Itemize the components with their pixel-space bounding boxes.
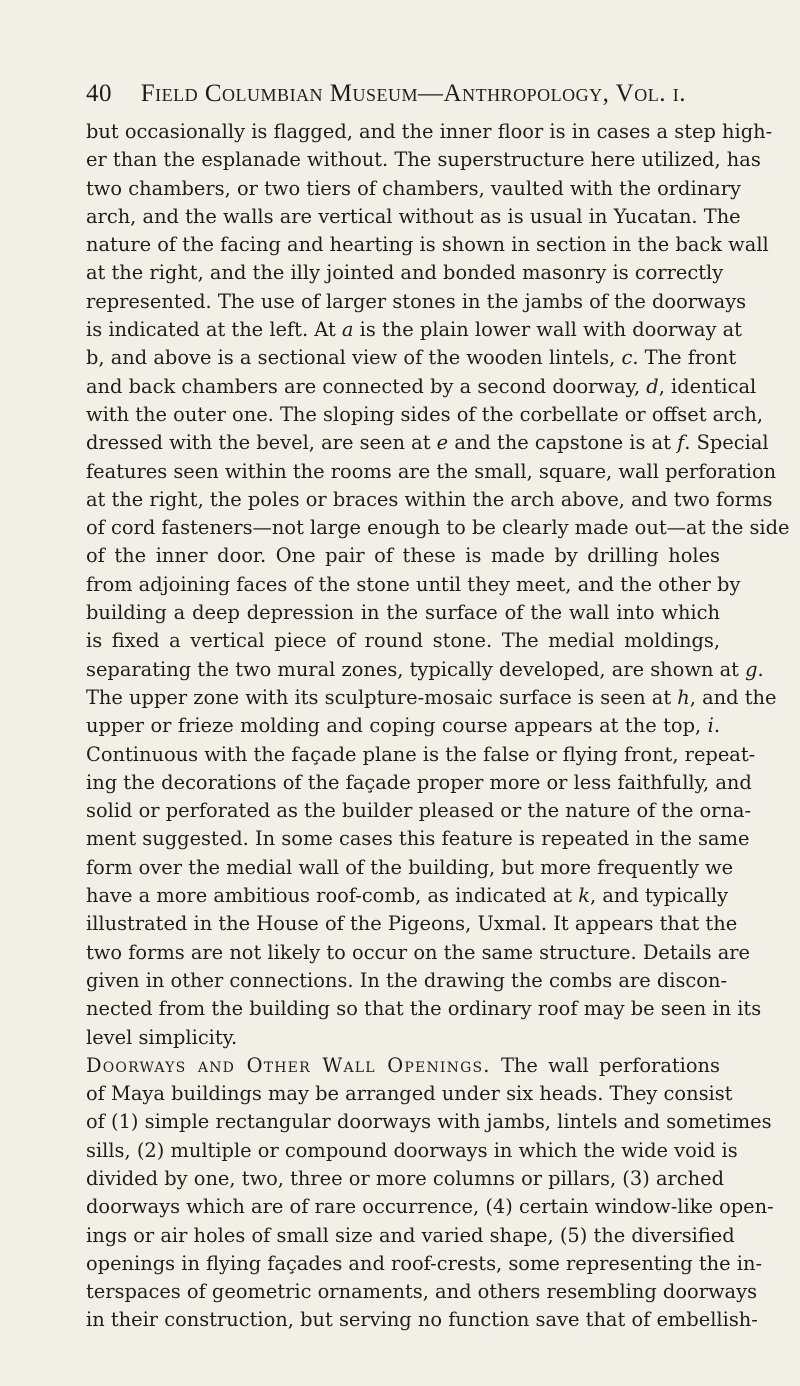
text-line: nature of the facing and hearting is shown in section in the back wall xyxy=(86,233,769,257)
page-number: 40 xyxy=(86,80,112,107)
text-line: of the inner door. One pair of these is made by drilling holes xyxy=(86,544,720,568)
text-line: dressed with the bevel, are seen at e and the capstone is at f. Special xyxy=(86,431,769,455)
text-line: represented. The use of larger stones in the jambs of the doorways xyxy=(86,289,747,313)
text-line: divided by one, two, three or more columns or pillars, (3) arched xyxy=(86,1166,725,1190)
paragraph-roof-description xyxy=(86,118,790,1052)
section-first-line-text: The wall perforations xyxy=(500,1053,720,1077)
text-line: in their construction, but serving no function save that of embellish- xyxy=(86,1308,758,1332)
text-line: separating the two mural zones, typically developed, are shown at g. xyxy=(86,657,764,681)
paragraph-wall-openings xyxy=(86,1080,774,1335)
text-line: features seen within the rooms are the small, square, wall perforation xyxy=(86,459,777,483)
text-line: but occasionally is flagged, and the inner floor is in cases a step high- xyxy=(86,120,773,143)
running-title: Field Columbian Museum—Anthropology, Vol. i. xyxy=(140,80,686,107)
text-line: ings or air holes of small size and varied shape, (5) the diversified xyxy=(86,1223,735,1247)
text-line: The upper zone with its sculpture-mosaic surface is seen at h, and the xyxy=(86,685,777,709)
text-line: ment suggested. In some cases this feature is repeated in the same xyxy=(86,827,750,851)
text-line: and back chambers are connected by a second doorway, d, identical xyxy=(86,374,757,398)
text-line: upper or frieze molding and coping course appears at the top, i. xyxy=(86,714,720,738)
text-line: level simplicity. xyxy=(86,1025,238,1049)
text-line: from adjoining faces of the stone until they meet, and the other by xyxy=(86,572,741,596)
section-heading: Doorways and Other Wall Openings. xyxy=(86,1053,491,1077)
text-line: solid or perforated as the builder pleased or the nature of the orna- xyxy=(86,799,752,823)
text-line: of cord fasteners—not large enough to be clearly made out—at the side xyxy=(86,516,790,540)
text-line: building a deep depression in the surface of the wall into which xyxy=(86,601,720,625)
text-line: two chambers, or two tiers of chambers, vaulted with the ordinary xyxy=(86,176,741,200)
text-line: at the right, and the illy jointed and bonded masonry is correctly xyxy=(86,261,724,285)
text-line: b, and above is a sectional view of the wooden lintels, c. The front xyxy=(86,346,737,370)
running-header xyxy=(86,80,726,108)
text-line: ing the decorations of the façade proper more or less faithfully, and xyxy=(86,770,752,794)
text-line: er than the esplanade without. The superstructure here utilized, has xyxy=(86,148,761,172)
text-line: is fixed a vertical piece of round stone. The medial moldings, xyxy=(86,629,720,653)
body-text xyxy=(86,118,790,1335)
section-first-line xyxy=(86,1052,720,1080)
text-line: sills, (2) multiple or compound doorways in which the wide void is xyxy=(86,1138,738,1162)
text-line: arch, and the walls are vertical without as is usual in Yucatan. The xyxy=(86,204,741,228)
text-line: illustrated in the House of the Pigeons, Uxmal. It appears that the xyxy=(86,912,738,936)
text-line: two forms are not likely to occur on the same structure. Details are xyxy=(86,940,751,964)
text-line: form over the medial wall of the building, but more frequently we xyxy=(86,855,734,879)
text-line: have a more ambitious roof-comb, as indicated at k, and typically xyxy=(86,884,729,908)
text-line: Continuous with the façade plane is the false or flying front, repeat- xyxy=(86,742,756,766)
text-line: nected from the building so that the ordinary roof may be seen in its xyxy=(86,997,762,1021)
text-line: with the outer one. The sloping sides of the corbellate or offset arch, xyxy=(86,402,764,426)
text-line: is indicated at the left. At a is the plain lower wall with doorway at xyxy=(86,318,742,342)
text-line: terspaces of geometric ornaments, and others resembling doorways xyxy=(86,1280,758,1304)
text-line: of Maya buildings may be arranged under six heads. They consist xyxy=(86,1082,733,1106)
text-line: at the right, the poles or braces within the arch above, and two forms xyxy=(86,487,773,511)
text-line: doorways which are of rare occurrence, (4) certain window-like open- xyxy=(86,1195,774,1219)
text-line: given in other connections. In the drawing the combs are discon- xyxy=(86,968,728,992)
text-line: openings in flying façades and roof-crests, some representing the in- xyxy=(86,1251,763,1275)
text-line: of (1) simple rectangular doorways with jambs, lintels and sometimes xyxy=(86,1110,772,1134)
